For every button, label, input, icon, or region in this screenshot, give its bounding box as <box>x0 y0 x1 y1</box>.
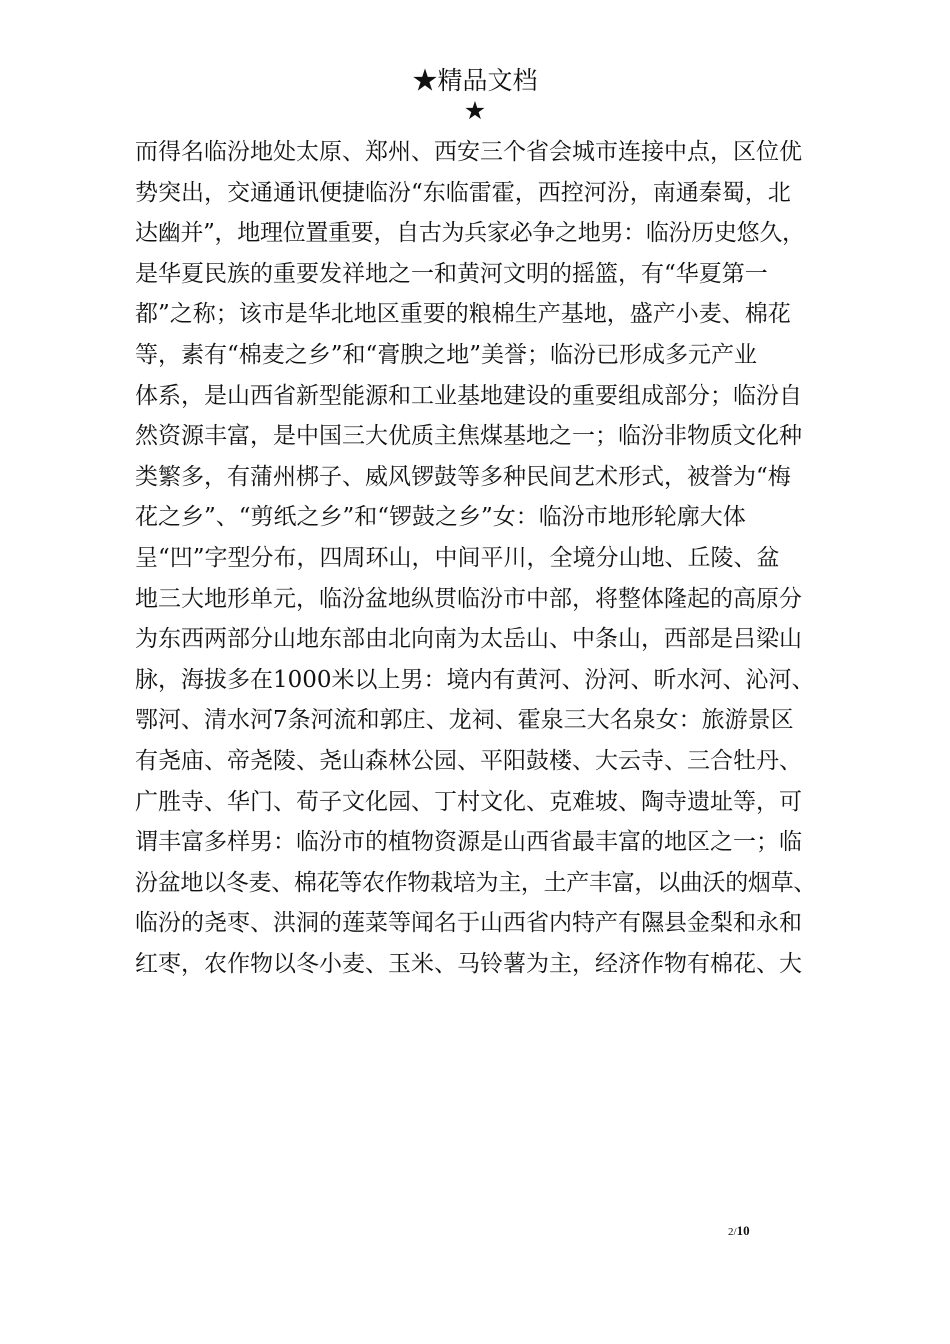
body-line: 红枣，农作物以冬小麦、玉米、马铃薯为主，经济作物有棉花、大 <box>135 950 802 977</box>
page-number <box>728 1223 750 1239</box>
body-line: 脉，海拔多在1000米以上男：境内有黄河、汾河、昕水河、沁河、 <box>135 666 815 693</box>
body-line: 呈“凹”字型分布，四周环山，中间平川，全境分山地、丘陵、盆 <box>135 544 780 571</box>
body-line: 临汾的尧枣、洪洞的莲菜等闻名于山西省内特产有隰县金梨和永和 <box>135 910 802 937</box>
body-line: 类繁多，有蒲州梆子、威风锣鼓等多种民间艺术形式，被誉为“梅 <box>135 463 791 490</box>
body-line: 花之乡”、“剪纸之乡”和“锣鼓之乡”女：临汾市地形轮廓大体 <box>135 504 746 531</box>
page-number-current: 2 <box>728 1226 734 1238</box>
page-number-total: 10 <box>736 1223 750 1238</box>
body-line: 而得名临汾地处太原、郑州、西安三个省会城市连接中点，区位优 <box>135 139 802 165</box>
body-line: 都”之称；该市是华北地区重要的粮棉生产基地，盛产小麦、棉花 <box>135 301 791 328</box>
document-body <box>135 132 835 984</box>
body-line: 有尧庙、帝尧陵、尧山森林公园、平阳鼓楼、大云寺、三合牡丹、 <box>135 747 802 774</box>
page-header-title: ★精品文档 <box>412 66 538 95</box>
body-line: 然资源丰富，是中国三大优质主焦煤基地之一；临汾非物质文化种 <box>135 423 802 450</box>
body-line: 达幽并”，地理位置重要，自古为兵家必争之地男：临汾历史悠久， <box>135 220 805 247</box>
body-line: 广胜寺、华门、荀子文化园、丁村文化、克难坡、陶寺遗址等，可 <box>135 788 802 815</box>
body-line: 势突出，交通通讯便捷临汾“东临雷霍，西控河汾，南通秦蜀，北 <box>135 179 791 206</box>
body-line: 地三大地形单元，临汾盆地纵贯临汾市中部，将整体隆起的高原分 <box>135 585 802 612</box>
body-line: 等，素有“棉麦之乡”和“膏腴之地”美誉；临汾已形成多元产业 <box>135 341 758 368</box>
body-line: 鄂河、清水河7条河流和郭庄、龙祠、霍泉三大名泉女：旅游景区 <box>135 707 794 734</box>
body-line: 为东西两部分山地东部由北向南为太岳山、中条山，西部是吕梁山 <box>135 626 802 653</box>
body-line: 汾盆地以冬麦、棉花等农作物栽培为主，土产丰富，以曲沃的烟草、 <box>135 869 817 896</box>
page-number-separator: / <box>733 1226 737 1238</box>
page-header-star: ★ <box>463 96 487 125</box>
body-line: 谓丰富多样男：临汾市的植物资源是山西省最丰富的地区之一；临 <box>135 829 802 856</box>
body-line: 是华夏民族的重要发祥地之一和黄河文明的摇篮，有“华夏第一 <box>135 260 768 287</box>
body-line: 体系，是山西省新型能源和工业基地建设的重要组成部分；临汾自 <box>135 382 802 409</box>
